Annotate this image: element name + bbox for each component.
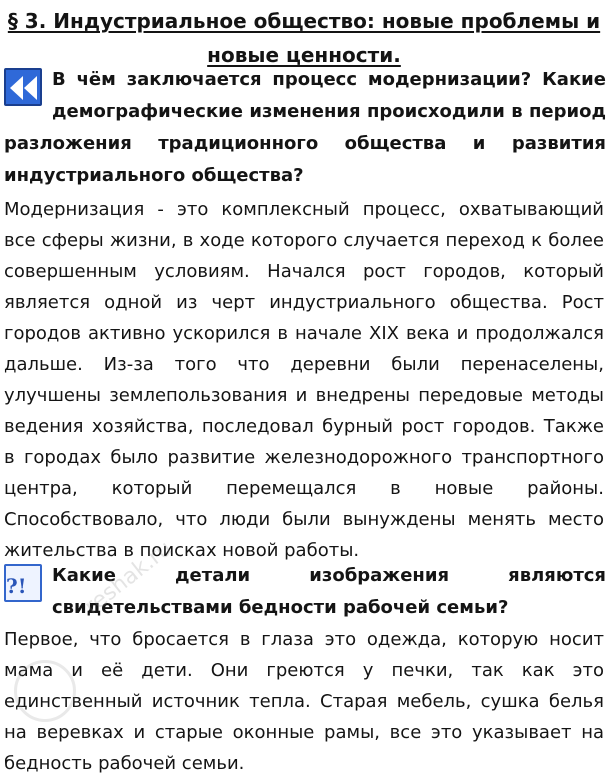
question-1-text: В чём заключается процесс модернизации? Какие демографические изменения происходили в период разложения традиционного общества и развития индустриального общества? [4,69,606,186]
watermark-text: reshak.ru [80,536,178,620]
back-arrows-icon[interactable] [4,68,42,106]
question-exclamation-glyph: ?! [6,574,27,598]
back-arrows-glyph [9,75,39,101]
section-title: § 3. Индустриальное общество: новые проблемы и новые ценности. [7,9,601,67]
answer-1-text: Модернизация - это комплексный процесс, охватывающий все сферы жизни, в ходе которого случается переход к более совершенным условиям. Начался рост городов, который является одной из черт индустриального общества. Рост городов активно ускорился в начале XIX века и продолжался дальше. Из-за того что деревни были перенаселены, улучшены землепользования и внедрены передовые методы ведения хозяйства, последовал бурный рост городов. Также в городах было развитие железнодорожного транспортного центра, который перемещался в новые районы. Способствовало, что люди были вынуждены менять место жительства в поисках новой работы. [4,199,604,561]
question-exclamation-icon[interactable] [4,564,42,602]
question-1 [4,64,606,192]
answer-2-text: Первое, что бросается в глаза это одежда, которую носит мама и её дети. Они греются у печки, так как это единственный источник тепла. Старая мебель, сушка белья на веревках и старые оконные рамы, все это указывает на бедность рабочей семьи. [4,629,604,774]
question-2-text: Какие детали изображения являются свидетельствами бедности рабочей семьи? [52,565,606,618]
question-2 [4,560,606,624]
